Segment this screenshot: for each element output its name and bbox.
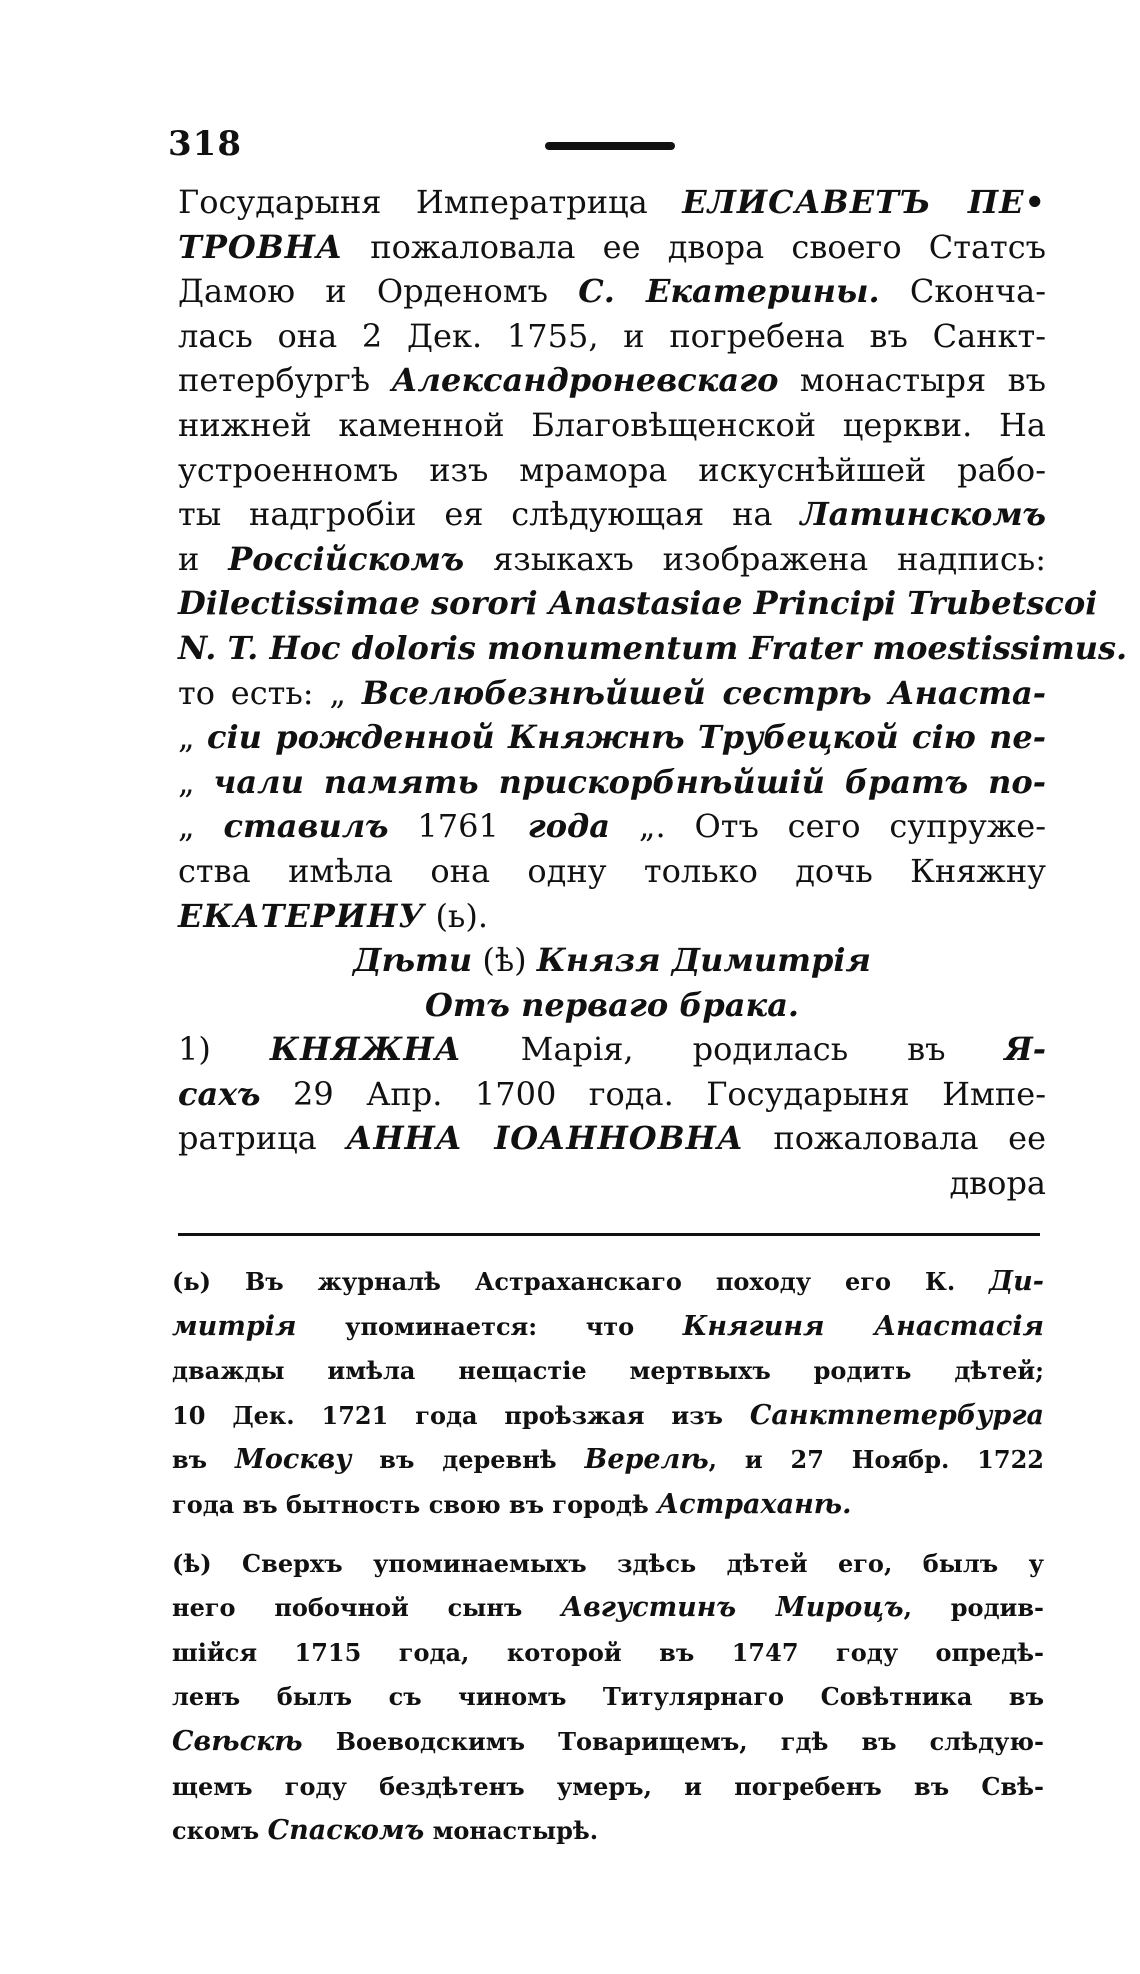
text-span: Марія, родилась въ: [461, 1030, 1005, 1069]
text-span: Москву: [234, 1444, 352, 1476]
text-span: монастырѣ.: [424, 1816, 599, 1846]
text-span: въ деревнѣ: [351, 1445, 585, 1475]
text-span: Латинскомъ: [800, 495, 1046, 534]
text-span: Воеводскимъ Товарищемъ, гдѣ въ слѣдую-: [302, 1726, 1044, 1756]
main-text-line: [178, 492, 1046, 537]
main-text-line: [178, 269, 1046, 314]
text-span: (ѣ) Сверхъ упоминаемыхъ здѣсь дѣтей его, былъ у: [172, 1548, 1044, 1578]
text-span: ленъ былъ съ чиномъ Титулярнаго Совѣтника въ: [172, 1682, 1044, 1712]
footnote-line: [172, 1722, 1044, 1767]
text-span: (ь).: [425, 896, 488, 935]
text-span: 1): [178, 1030, 270, 1069]
text-span: Князя Димитрія: [536, 941, 871, 980]
main-text-line: [178, 1116, 1046, 1161]
text-span: Ди-: [989, 1266, 1044, 1297]
text-span: него побочной сынъ: [172, 1593, 562, 1623]
text-span: щемъ году бездѣтенъ умеръ, и погребенъ въ Свѣ-: [172, 1771, 1044, 1801]
page-number: 318: [168, 124, 242, 164]
footnote-line: [172, 1307, 1044, 1352]
main-text-line: [178, 626, 1128, 671]
text-span: „. Отъ сего супруже-: [610, 807, 1047, 846]
text-span: пожаловала ее: [743, 1119, 1047, 1158]
text-span: ратрица: [178, 1119, 347, 1158]
text-span: Россійскомъ: [228, 539, 465, 578]
text-span: двора: [949, 1164, 1046, 1203]
text-span: Скончa-: [879, 272, 1047, 311]
text-span: Астраханѣ.: [657, 1488, 852, 1520]
text-span: Dilectissimae sorori Anastasiae Principi Trubetscoi: [178, 584, 1098, 623]
footnote-line: [172, 1351, 1044, 1396]
footnote-line: [172, 1544, 1044, 1589]
footnote-separator-rule: [178, 1233, 1040, 1236]
footnote-line: [172, 1396, 1044, 1441]
footnote-line: [172, 1677, 1044, 1722]
text-span: то есть: „: [178, 673, 362, 712]
text-span: „: [178, 762, 214, 801]
text-span: Вселюбезнѣйшей сестрѣ Анаста-: [361, 673, 1047, 712]
text-span: Княгиня Анастасія: [682, 1310, 1045, 1342]
main-text-line: [178, 180, 1046, 225]
text-span: (ь) Въ журналѣ Астраханскаго походу его К.: [172, 1267, 990, 1296]
text-span: АННА ІОАННОВНА: [346, 1119, 744, 1158]
text-span: шійся 1715 года, которой въ 1747 году опредѣ-: [172, 1637, 1044, 1667]
main-text-line: [178, 938, 1046, 983]
main-text-line: [178, 448, 1046, 493]
text-span: „: [178, 718, 207, 757]
text-span: и: [178, 539, 229, 578]
text-span: С. Екатерины.: [578, 272, 880, 311]
text-span: Дѣти: [353, 941, 473, 980]
text-span: года: [527, 807, 611, 846]
text-span: скомъ: [172, 1816, 268, 1846]
main-text-line: [178, 1027, 1046, 1072]
main-text-line: [178, 1161, 1046, 1206]
text-span: Я-: [1004, 1030, 1047, 1069]
main-text-line: [178, 581, 1098, 626]
main-text-line: [178, 225, 1046, 270]
text-span: сіи рожденной Княжнѣ Трубецкой сію пе-: [206, 718, 1047, 757]
text-span: дважды имѣла нещастіе мертвыхъ родить дѣтей;: [172, 1356, 1044, 1386]
main-text-line: [178, 849, 1046, 894]
text-span: ставилъ: [223, 807, 389, 846]
footnotes-block: [172, 1262, 1044, 1856]
footnote-line: [172, 1811, 1044, 1856]
main-text-line: [178, 403, 1046, 448]
text-span: упоминается: что: [296, 1311, 683, 1341]
text-span: Августинъ Мироцъ: [561, 1592, 904, 1624]
text-span: ства имѣла она одну только дочь Княжну: [178, 851, 1046, 890]
text-span: Верелѣ: [584, 1444, 709, 1476]
text-span: устроенномъ изъ мрамора искуснѣйшей рабо-: [178, 450, 1046, 489]
text-span: петербургѣ: [178, 361, 392, 400]
main-text-line: [178, 358, 1046, 403]
footnote-line: [172, 1767, 1044, 1812]
text-span: пожаловала ее двора своего Статсъ: [343, 227, 1046, 266]
text-span: 10 Дек. 1721 года проѣзжая изъ: [172, 1400, 750, 1430]
footnote-gap: [172, 1530, 1044, 1544]
text-span: Свѣскѣ: [172, 1725, 303, 1757]
text-span: „: [178, 807, 224, 846]
footnote-line: [172, 1588, 1044, 1633]
text-span: Спаскомъ: [267, 1815, 425, 1847]
text-span: Александроневскаго: [391, 361, 779, 400]
text-span: Отъ перваго брака.: [424, 985, 800, 1024]
text-span: (ѣ): [472, 941, 537, 980]
main-text-line: [178, 983, 1046, 1028]
footnote-line: [172, 1440, 1044, 1485]
text-span: ТРОВНА: [178, 227, 344, 266]
text-span: Дамою и Орденомъ: [178, 272, 579, 311]
text-span: КНЯЖНА: [269, 1030, 462, 1069]
main-text-line: [178, 715, 1046, 760]
text-span: ЕЛИСАВЕТЪ ПЕ•: [682, 183, 1047, 221]
main-text-line: [178, 671, 1046, 716]
text-span: , родив-: [903, 1593, 1044, 1623]
text-span: чали память прискорбнѣйшій братъ по-: [213, 762, 1047, 801]
text-span: лась она 2 Дек. 1755, и погребена въ Санкт-: [178, 316, 1046, 355]
text-span: 29 Апр. 1700 года. Государыня Импе-: [260, 1074, 1046, 1113]
text-span: ЕКАТЕРИНУ: [178, 896, 426, 935]
main-text-line: [178, 760, 1046, 805]
main-text-line: [178, 894, 1046, 939]
text-span: сахъ: [178, 1074, 261, 1113]
footnote-line: [172, 1262, 1044, 1307]
main-text-line: [178, 314, 1046, 359]
text-span: монастыря въ: [778, 361, 1047, 400]
text-span: Санктпетербурга: [749, 1399, 1044, 1431]
main-text-line: [178, 537, 1046, 582]
main-text-block: [178, 180, 1128, 1206]
text-span: 1761: [388, 807, 528, 846]
text-span: языкахъ изображена надпись:: [464, 539, 1046, 578]
text-span: ты надгробіи ея слѣдующая на: [178, 495, 801, 534]
main-text-line: [178, 804, 1046, 849]
footnote-line: [172, 1633, 1044, 1678]
text-span: года въ бытность свою въ городѣ: [172, 1489, 658, 1519]
text-span: въ: [172, 1445, 235, 1475]
text-span: , и 27 Ноябр. 1722: [708, 1445, 1044, 1475]
text-span: митрія: [172, 1310, 297, 1342]
text-span: N. T. Hoc doloris monumentum Frater moestissimus.: [178, 628, 1128, 667]
text-span: Государыня Императрица: [178, 183, 683, 221]
text-span: нижней каменной Благовѣщенской церкви. На: [178, 405, 1046, 444]
main-text-line: [178, 1072, 1046, 1117]
headpiece-ornament: [545, 142, 675, 150]
footnote-line: [172, 1485, 1044, 1530]
